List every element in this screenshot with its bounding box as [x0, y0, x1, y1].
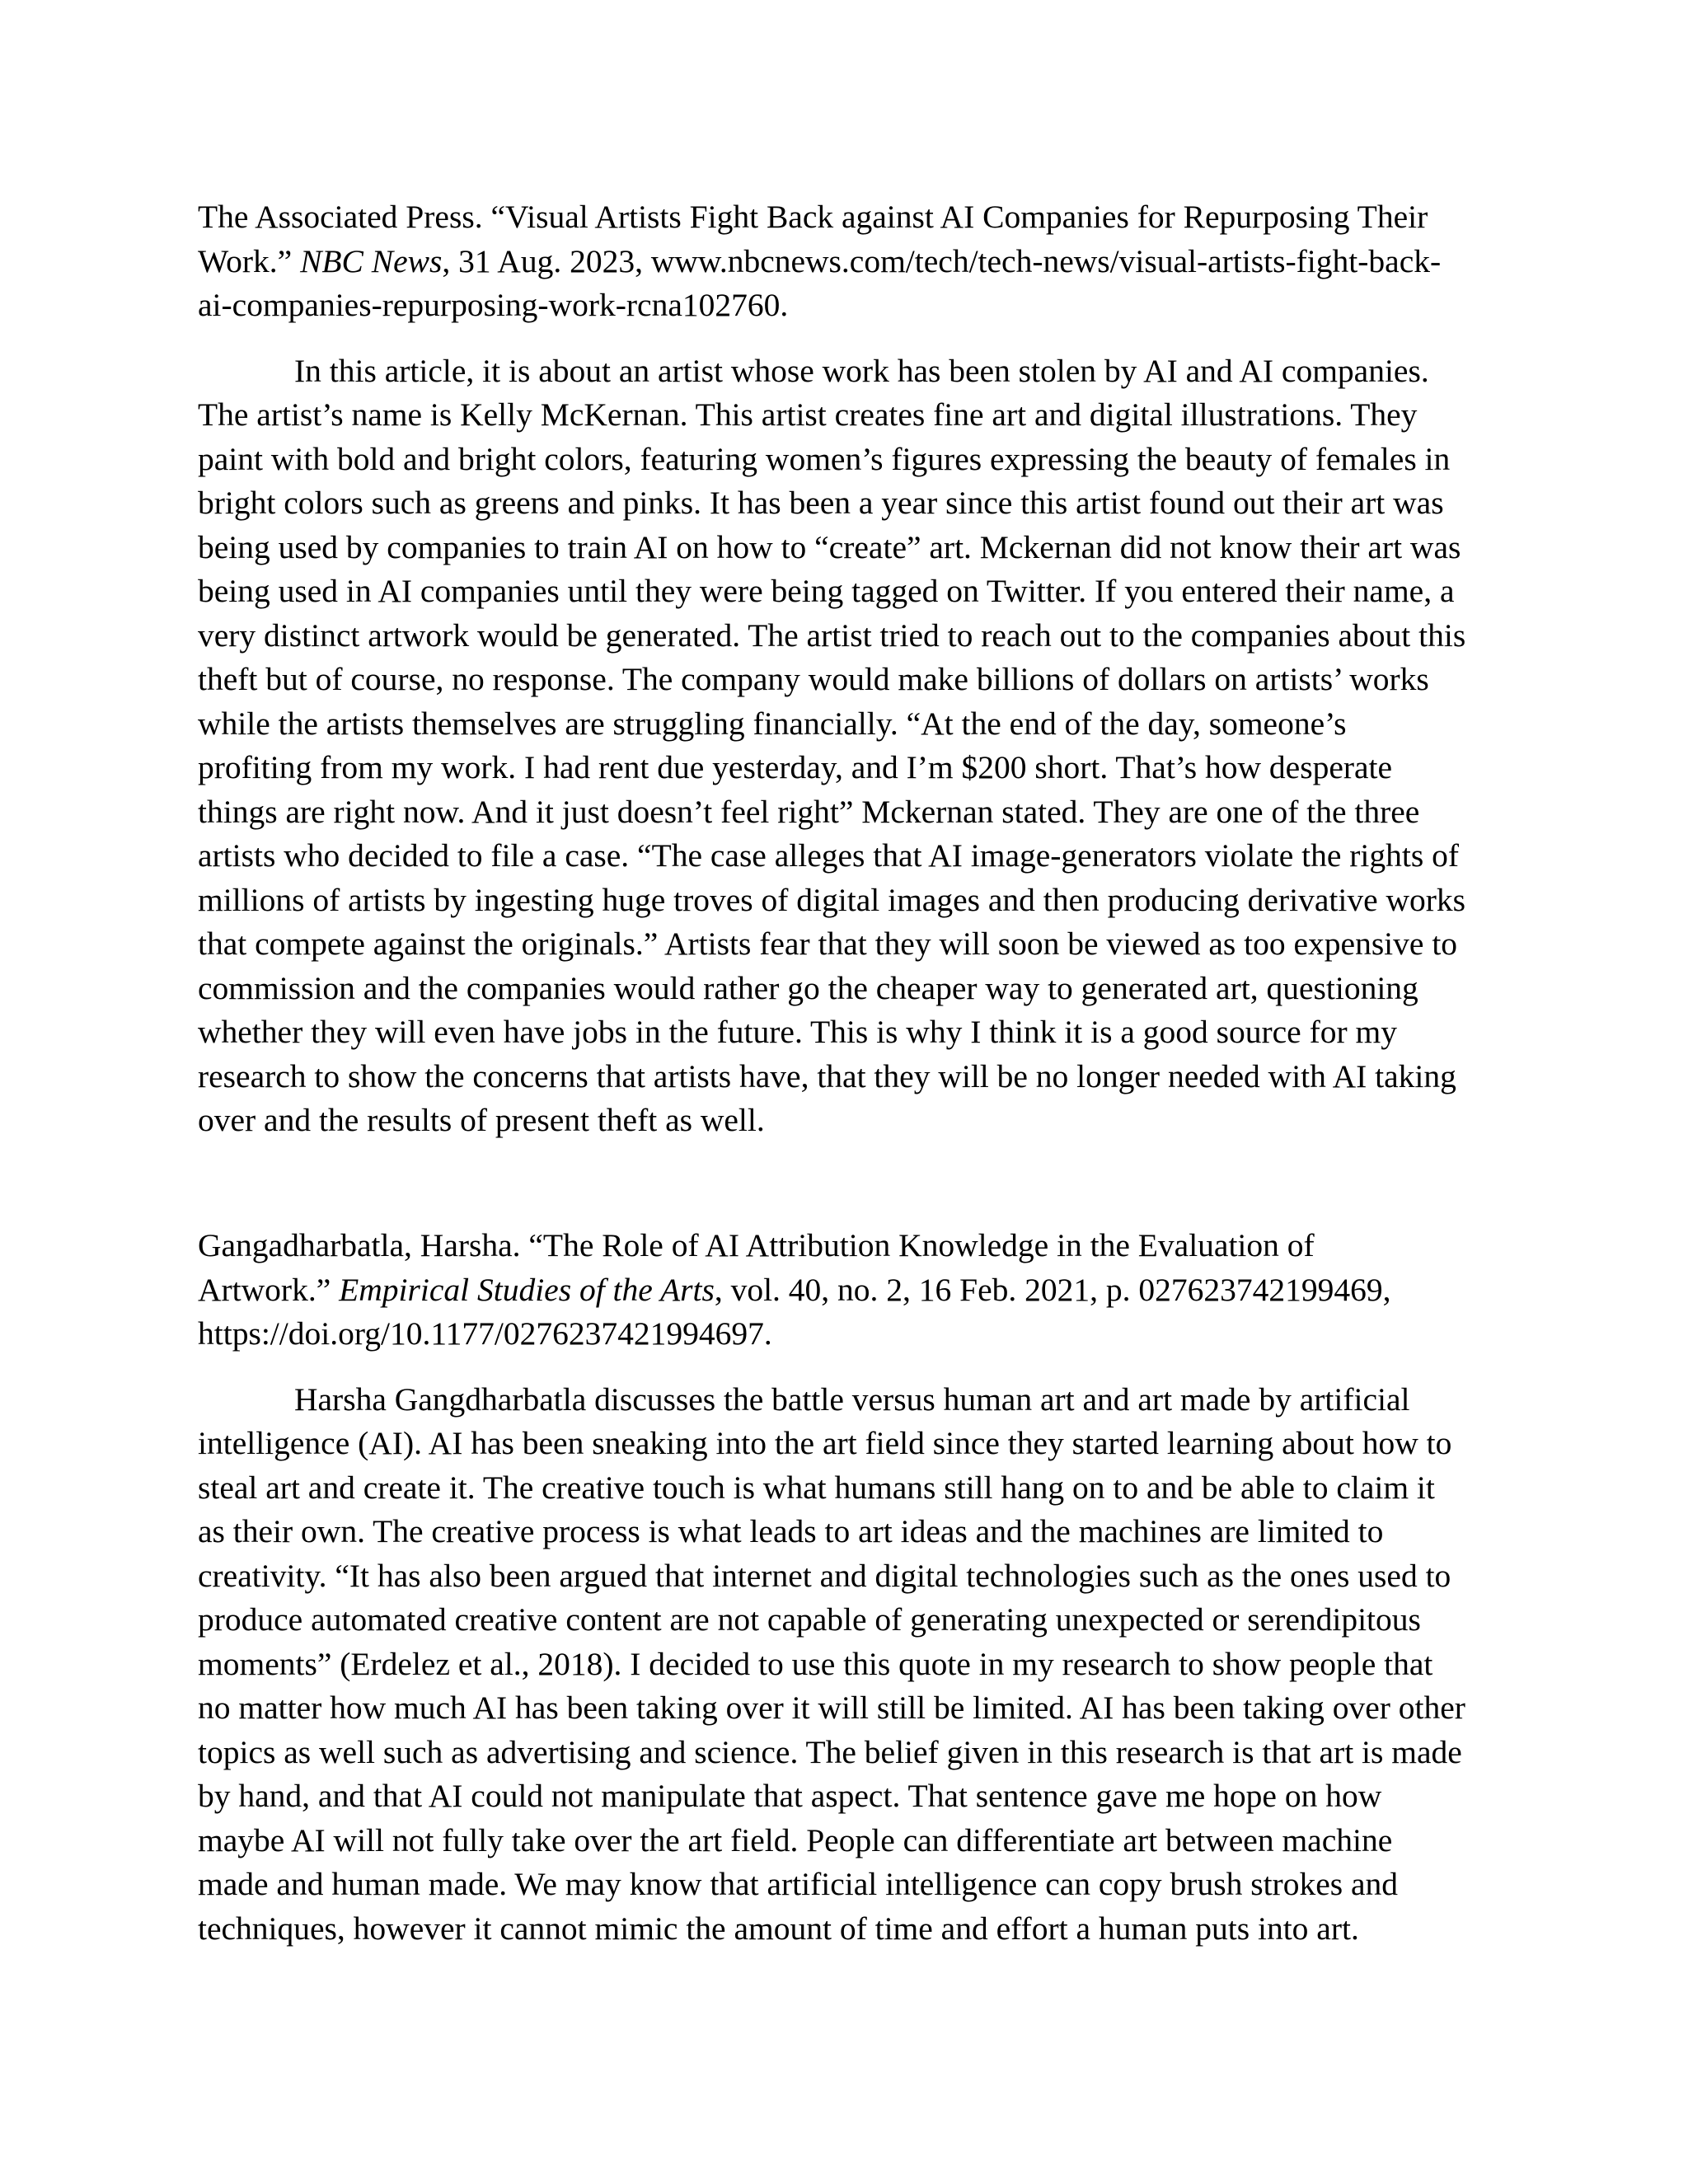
annotation-paragraph — [198, 1378, 1496, 1952]
annotation-line: theft but of course, no response. The company would make billions of dollars on artists’ works — [198, 661, 1429, 697]
citation-line: ai-companies-repurposing-work-rcna102760. — [198, 287, 789, 323]
annotation-line: by hand, and that AI could not manipulate that aspect. That sentence gave me hope on how — [198, 1778, 1382, 1814]
annotation-line: profiting from my work. I had rent due yesterday, and I’m $200 short. That’s how desperate — [198, 749, 1393, 785]
annotation-line: being used in AI companies until they were being tagged on Twitter. If you entered their name, a — [198, 573, 1455, 609]
annotation-line: research to show the concerns that artists have, that they will be no longer needed with AI taking — [198, 1057, 1456, 1094]
annotation-line: moments” (Erdelez et al., 2018). I decided to use this quote in my research to show people that — [198, 1645, 1433, 1682]
annotation-line: artists who decided to file a case. “The case alleges that AI image-generators violate the rights of — [198, 837, 1460, 874]
annotation-line: The artist’s name is Kelly McKernan. This artist creates fine art and digital illustrations. They — [198, 396, 1418, 433]
annotation-line: paint with bold and bright colors, featuring women’s figures expressing the beauty of females in — [198, 440, 1451, 477]
bibliography-entry — [198, 195, 1496, 1143]
annotation-line: as their own. The creative process is what leads to art ideas and the machines are limited to — [198, 1513, 1384, 1549]
citation-text: , vol. 40, no. 2, 16 Feb. 2021, p. 027623742199469, — [714, 1271, 1391, 1308]
annotation-line: no matter how much AI has been taking over it will still be limited. AI has been taking over other — [198, 1690, 1465, 1726]
annotation-paragraph — [198, 349, 1496, 1143]
annotation-line: very distinct artwork would be generated. The artist tried to reach out to the companies about this — [198, 616, 1466, 654]
annotation-line: millions of artists by ingesting huge troves of digital images and then producing derivative works — [198, 881, 1466, 918]
annotation-line: Harsha Gangdharbatla discusses the battle versus human art and art made by artificial — [294, 1380, 1410, 1418]
annotation-line: maybe AI will not fully take over the art field. People can differentiate art between machine — [198, 1821, 1393, 1858]
annotation-line: over and the results of present theft as well. — [198, 1102, 765, 1138]
annotation-line: whether they will even have jobs in the future. This is why I think it is a good source for my — [198, 1014, 1398, 1050]
annotation-line: things are right now. And it just doesn’t feel right” Mckernan stated. They are one of the three — [198, 793, 1420, 830]
citation-text: Work.” — [198, 242, 301, 279]
annotation-line: creativity. “It has also been argued that internet and digital technologies such as the ones used to — [198, 1557, 1451, 1594]
citation — [198, 1224, 1496, 1357]
citation — [198, 195, 1496, 328]
annotation-line: being used by companies to train AI on how to “create” art. Mckernan did not know their art was — [198, 528, 1461, 565]
annotation-line: while the artists themselves are struggling financially. “At the end of the day, someone’s — [198, 705, 1347, 742]
citation-line: https://doi.org/10.1177/0276237421994697. — [198, 1315, 772, 1352]
citation-text: , 31 Aug. 2023, www.nbcnews.com/tech/tech-news/visual-artists-fight-back- — [442, 242, 1442, 279]
annotation-line: that compete against the originals.” Artists fear that they will soon be viewed as too expensive to — [198, 926, 1458, 962]
source-title: Empirical Studies of the Arts — [339, 1271, 715, 1308]
annotation-line: produce automated creative content are not capable of generating unexpected or serendipitous — [198, 1601, 1421, 1638]
annotation-line: intelligence (AI). AI has been sneaking into the art field since they started learning about how to — [198, 1425, 1452, 1461]
citation-line — [198, 1268, 1496, 1313]
annotation-line: commission and the companies would rather go the cheaper way to generated art, questioning — [198, 969, 1418, 1006]
annotation-line: In this article, it is about an artist whose work has been stolen by AI and AI companies. — [294, 352, 1429, 389]
annotation-line: bright colors such as greens and pinks. It has been a year since this artist found out their art was — [198, 485, 1444, 521]
bibliography-entry — [198, 1224, 1496, 1951]
annotation-line: made and human made. We may know that artificial intelligence can copy brush strokes and — [198, 1866, 1399, 1902]
annotation-line: steal art and create it. The creative touch is what humans still hang on to and be able to claim it — [198, 1469, 1435, 1506]
annotation-line: techniques, however it cannot mimic the amount of time and effort a human puts into art. — [198, 1910, 1359, 1947]
citation-line — [198, 240, 1496, 284]
citation-line: The Associated Press. “Visual Artists Fight Back against AI Companies for Repurposing Their — [198, 199, 1428, 235]
citation-text: Artwork.” — [198, 1271, 340, 1308]
citation-line: Gangadharbatla, Harsha. “The Role of AI Attribution Knowledge in the Evaluation of — [198, 1227, 1315, 1263]
source-title: NBC News — [300, 242, 443, 279]
annotation-line: topics as well such as advertising and science. The belief given in this research is that art is made — [198, 1733, 1462, 1770]
